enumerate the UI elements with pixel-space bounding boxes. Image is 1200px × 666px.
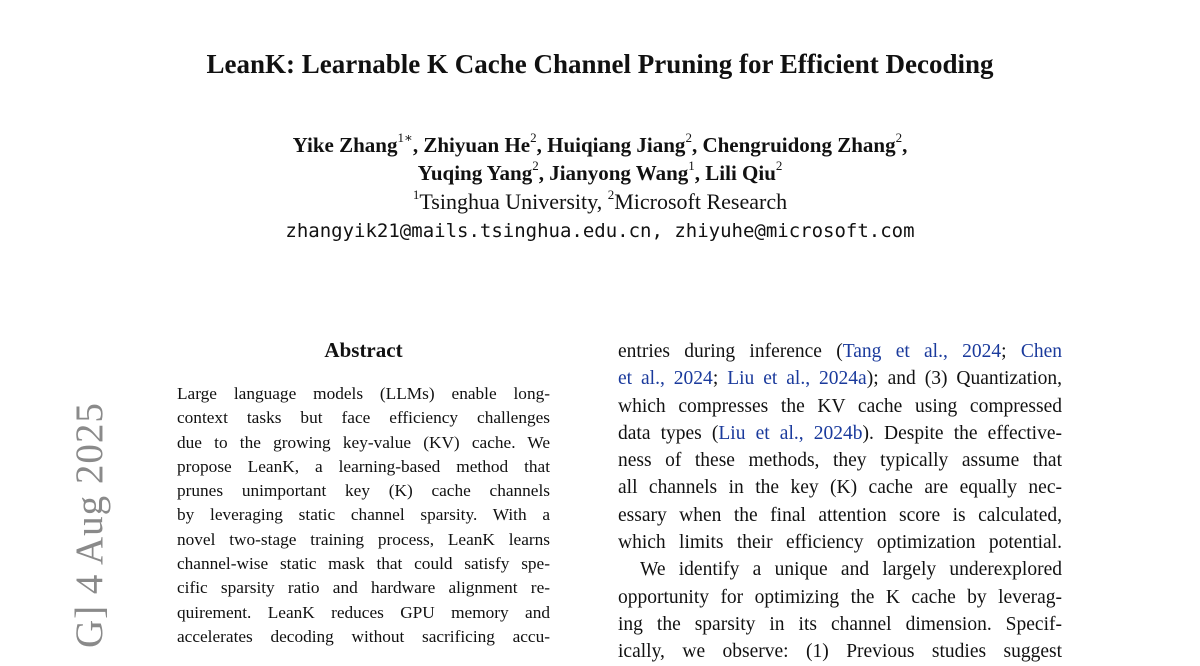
citation-link[interactable]: Liu et al., 2024a	[727, 368, 867, 390]
body-line: essary when the final attention score is calculated,	[618, 504, 1062, 526]
author-name: , Jianyong Wang	[538, 161, 689, 185]
citation-link[interactable]: Liu et al., 2024b	[718, 422, 863, 444]
abstract-line: propose LeanK, a learning-based method that	[177, 456, 550, 476]
author-emails[interactable]: zhangyik21@mails.tsinghua.edu.cn, zhiyuhe@microsoft.com	[285, 220, 915, 242]
citation-link[interactable]: et al., 2024	[618, 368, 713, 390]
author-name: Yuqing Yang	[417, 161, 533, 185]
body-text: ;	[1001, 341, 1021, 362]
author-name: , Huiqiang Jiang	[536, 133, 686, 157]
body-line: which limits their efficiency optimization potential.	[618, 532, 1062, 554]
body-line: which compresses the KV cache using compressed	[618, 395, 1062, 417]
author-list	[0, 131, 1200, 187]
abstract-line: Large language models (LLMs) enable long-	[177, 384, 550, 403]
body-line: ness of these methods, they typically assume that	[618, 450, 1062, 472]
body-line: all channels in the key (K) cache are equally nec-	[618, 477, 1062, 499]
body-line	[618, 420, 1062, 447]
author-name: Yike Zhang	[292, 133, 398, 157]
abstract-line: cific sparsity ratio and hardware alignment re-	[177, 578, 550, 598]
affil-microsoft: Microsoft Research	[614, 189, 788, 214]
author-affil-mark: 2	[532, 158, 539, 173]
author-name: , Zhiyuan He	[412, 133, 531, 157]
citation-link[interactable]: Chen	[1020, 341, 1062, 362]
author-name: , Lili Qiu	[694, 161, 776, 185]
intro-body	[618, 338, 1062, 666]
abstract-line: prunes unimportant key (K) cache channels	[177, 481, 550, 501]
arxiv-side-stamp: G] 4 Aug 2025	[68, 402, 111, 648]
abstract-line: by leveraging static channel sparsity. With a	[177, 505, 550, 525]
author-name: , Chengruidong Zhang	[691, 133, 896, 157]
author-affil-mark: 2	[530, 130, 537, 145]
author-separator: ,	[902, 133, 908, 157]
body-text: entries during inference (	[618, 341, 843, 362]
abstract-heading: Abstract	[324, 338, 403, 362]
abstract-line: novel two-stage training process, LeanK learns	[177, 529, 550, 549]
affil-mark: 1	[412, 186, 420, 202]
affiliations	[0, 188, 1200, 216]
author-affil-mark: 2	[775, 158, 783, 173]
affil-mark: 2	[607, 186, 615, 202]
body-text: ;	[712, 368, 728, 390]
abstract-body	[177, 382, 550, 649]
body-text: data types (	[618, 422, 719, 444]
abstract-line: quirement. LeanK reduces GPU memory and	[177, 602, 550, 622]
body-line: ing the sparsity in its channel dimension. Specif-	[618, 613, 1062, 635]
paper-title: LeanK: Learnable K Cache Channel Pruning for Efficient Decoding	[206, 49, 994, 79]
abstract-line: accelerates decoding without sacrificing accu-	[177, 626, 550, 646]
body-line	[618, 365, 1062, 392]
author-affil-mark: 1	[688, 158, 695, 173]
citation-link[interactable]: Tang et al., 2024	[842, 341, 1002, 362]
abstract-line: context tasks but face efficiency challenges	[177, 408, 550, 428]
body-line: ically, we observe: (1) Previous studies suggest	[618, 641, 1062, 663]
author-affil-mark: 2	[895, 130, 903, 145]
body-text: ). Despite the effective-	[862, 422, 1062, 444]
body-line: We identify a unique and largely underexplored	[640, 559, 1062, 581]
body-line	[618, 338, 1062, 365]
author-affil-mark: 2	[685, 130, 692, 145]
body-line: opportunity for optimizing the K cache by leverag-	[618, 586, 1062, 608]
affil-tsinghua: Tsinghua University,	[419, 189, 608, 214]
abstract-line: channel-wise static mask that could satisfy spe-	[177, 554, 550, 574]
author-affil-mark[interactable]: 1∗	[397, 130, 413, 145]
body-text: ); and (3) Quantization,	[866, 368, 1062, 390]
abstract-line: due to the growing key-value (KV) cache. We	[177, 432, 550, 452]
